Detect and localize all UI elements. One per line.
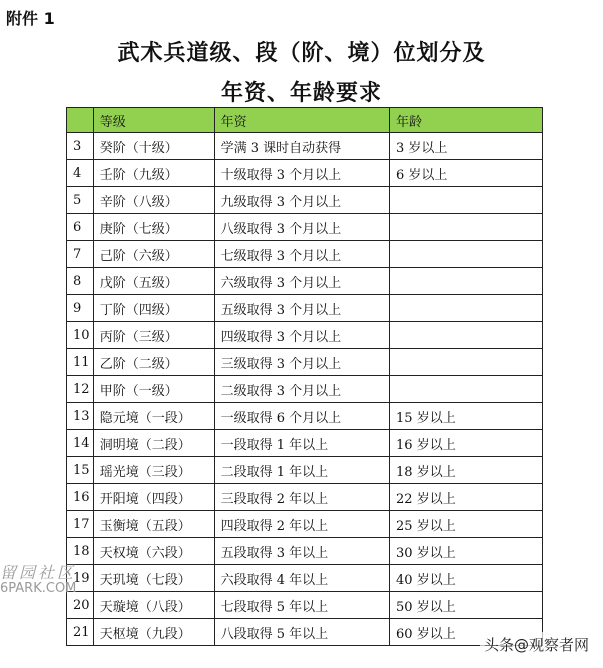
row-age: [390, 295, 543, 322]
table-row: [67, 187, 543, 214]
row-grade: 天枢境（九段）: [93, 619, 214, 646]
row-age: 18 岁以上: [390, 457, 543, 484]
attachment-label: 附件 1: [6, 9, 55, 28]
row-grade: 癸阶（十级）: [93, 133, 214, 160]
row-seniority: 五级取得 3 个月以上: [214, 295, 389, 322]
table-row: [67, 619, 543, 646]
row-seniority: 十级取得 3 个月以上: [214, 160, 389, 187]
table-row: [67, 484, 543, 511]
row-index: 21: [67, 619, 94, 646]
row-seniority: 二段取得 1 年以上: [214, 457, 389, 484]
row-seniority: 六段取得 4 年以上: [214, 565, 389, 592]
table-row: [67, 241, 543, 268]
table-row: [67, 349, 543, 376]
table-row: [67, 295, 543, 322]
row-seniority: 二级取得 3 个月以上: [214, 376, 389, 403]
document-title-line2: 年资、年龄要求: [220, 81, 382, 106]
row-seniority: 八级取得 3 个月以上: [214, 214, 389, 241]
row-grade: 乙阶（二级）: [93, 349, 214, 376]
row-grade: 壬阶（九级）: [93, 160, 214, 187]
table-row: [67, 376, 543, 403]
row-grade: 庚阶（七级）: [93, 214, 214, 241]
row-grade: 辛阶（八级）: [93, 187, 214, 214]
row-seniority: 学满 3 课时自动获得: [214, 133, 389, 160]
row-grade: 天璇境（八段）: [93, 592, 214, 619]
row-index: 12: [67, 376, 94, 403]
table-row: [67, 430, 543, 457]
row-seniority: 六级取得 3 个月以上: [214, 268, 389, 295]
row-index: 15: [67, 457, 94, 484]
table-body: [67, 133, 543, 646]
row-seniority: 五段取得 3 年以上: [214, 538, 389, 565]
row-age: 22 岁以上: [390, 484, 543, 511]
header-grade: 等级: [93, 108, 214, 133]
table-row: [67, 457, 543, 484]
row-index: 9: [67, 295, 94, 322]
row-index: 5: [67, 187, 94, 214]
row-index: 8: [67, 268, 94, 295]
watermark-text: 留园社区: [0, 563, 77, 582]
row-seniority: 四级取得 3 个月以上: [214, 322, 389, 349]
table-row: [67, 322, 543, 349]
table-row: [67, 592, 543, 619]
row-index: 7: [67, 241, 94, 268]
row-grade: 洞明境（二段）: [93, 430, 214, 457]
header-seniority: 年资: [214, 108, 389, 133]
row-grade: 天权境（六段）: [93, 538, 214, 565]
row-age: 30 岁以上: [390, 538, 543, 565]
row-seniority: 三段取得 2 年以上: [214, 484, 389, 511]
table-row: [67, 214, 543, 241]
header-index: [67, 108, 94, 133]
row-grade: 丁阶（四级）: [93, 295, 214, 322]
row-age: [390, 214, 543, 241]
table-row: [67, 403, 543, 430]
row-grade: 戊阶（五级）: [93, 268, 214, 295]
row-age: 3 岁以上: [390, 133, 543, 160]
row-grade: 己阶（六级）: [93, 241, 214, 268]
row-index: 11: [67, 349, 94, 376]
row-seniority: 七级取得 3 个月以上: [214, 241, 389, 268]
row-grade: 开阳境（四段）: [93, 484, 214, 511]
row-age: 60 岁以上: [390, 619, 543, 646]
row-index: 19: [67, 565, 94, 592]
row-index: 10: [67, 322, 94, 349]
row-grade: 玉衡境（五段）: [93, 511, 214, 538]
table-header-row: [67, 108, 543, 133]
row-grade: 瑶光境（三段）: [93, 457, 214, 484]
row-age: 15 岁以上: [390, 403, 543, 430]
row-index: 20: [67, 592, 94, 619]
row-index: 6: [67, 214, 94, 241]
table-row: [67, 160, 543, 187]
row-age: 25 岁以上: [390, 511, 543, 538]
watermark-url: 6PARK.COM: [0, 581, 77, 596]
row-index: 13: [67, 403, 94, 430]
row-index: 16: [67, 484, 94, 511]
row-seniority: 一级取得 6 个月以上: [214, 403, 389, 430]
row-grade: 丙阶（三级）: [93, 322, 214, 349]
rank-requirements-table: [66, 107, 543, 646]
row-index: 17: [67, 511, 94, 538]
row-index: 4: [67, 160, 94, 187]
table-row: [67, 268, 543, 295]
row-age: [390, 376, 543, 403]
row-age: [390, 322, 543, 349]
table-row: [67, 511, 543, 538]
row-seniority: 九级取得 3 个月以上: [214, 187, 389, 214]
watermark: [0, 565, 76, 597]
row-age: [390, 241, 543, 268]
row-age: [390, 349, 543, 376]
row-seniority: 三级取得 3 个月以上: [214, 349, 389, 376]
row-grade: 甲阶（一级）: [93, 376, 214, 403]
row-seniority: 八段取得 5 年以上: [214, 619, 389, 646]
header-age: 年龄: [390, 108, 543, 133]
row-age: 40 岁以上: [390, 565, 543, 592]
row-seniority: 一段取得 1 年以上: [214, 430, 389, 457]
row-age: [390, 187, 543, 214]
row-grade: 天玑境（七段）: [93, 565, 214, 592]
row-grade: 隐元境（一段）: [93, 403, 214, 430]
row-age: [390, 268, 543, 295]
row-index: 3: [67, 133, 94, 160]
table-row: [67, 538, 543, 565]
row-index: 18: [67, 538, 94, 565]
row-seniority: 四段取得 2 年以上: [214, 511, 389, 538]
row-age: 6 岁以上: [390, 160, 543, 187]
table-row: [67, 133, 543, 160]
row-index: 14: [67, 430, 94, 457]
source-credit: 头条@观察者网: [480, 632, 593, 657]
document-title-line1: 武术兵道级、段（阶、境）位划分及: [117, 41, 486, 66]
row-seniority: 七段取得 5 年以上: [214, 592, 389, 619]
row-age: 16 岁以上: [390, 430, 543, 457]
row-age: 50 岁以上: [390, 592, 543, 619]
table-row: [67, 565, 543, 592]
